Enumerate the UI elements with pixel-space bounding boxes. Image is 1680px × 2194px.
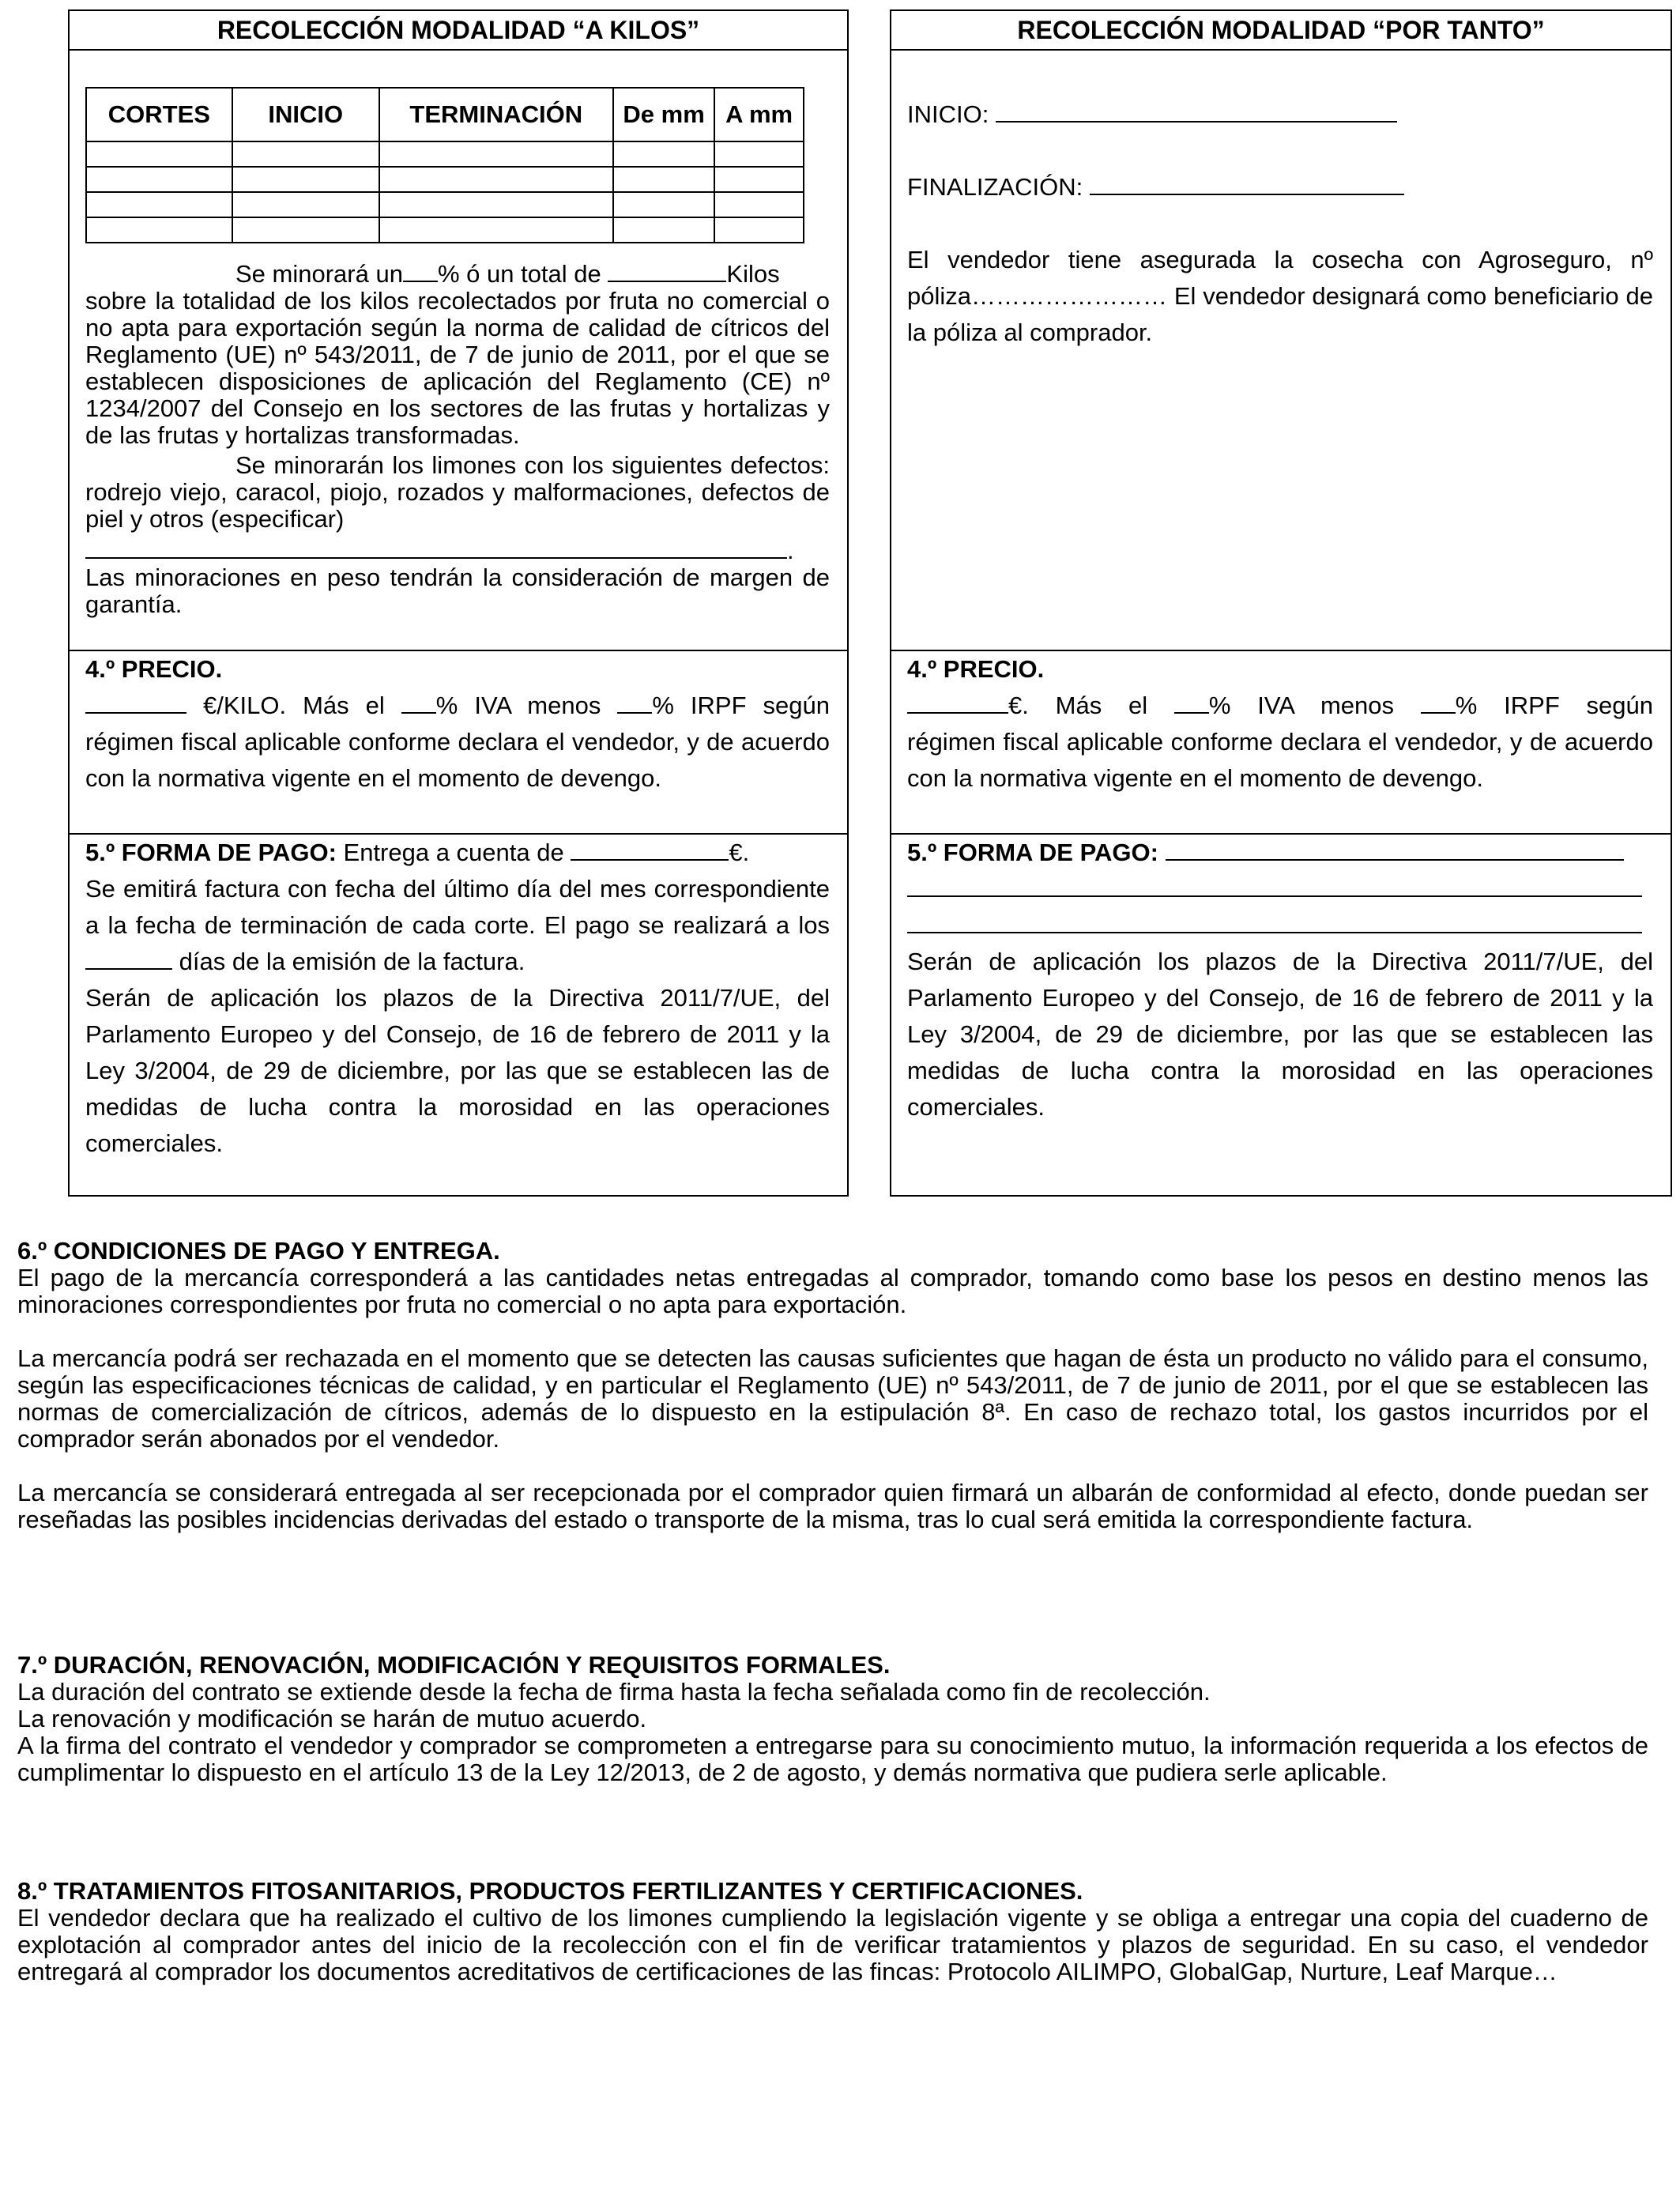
por-tanto-precio-b: % IVA menos xyxy=(1208,692,1395,719)
kilos-irpf-blank[interactable] xyxy=(617,688,652,714)
entrega-cuenta-blank[interactable] xyxy=(571,835,729,861)
por-tanto-pago-section xyxy=(907,835,1653,1125)
cuts-table xyxy=(85,87,804,243)
section-8-title: 8.º TRATAMIENTOS FITOSANITARIOS, PRODUCTOS FERTILIZANTES Y CERTIFICACIONES. xyxy=(17,1877,1083,1905)
kilos-pago-d: días de la emisión de la factura. xyxy=(179,948,525,975)
minoracion-text-a: Se minorará un xyxy=(235,260,403,288)
kilos-price-blank[interactable] xyxy=(85,688,186,714)
section-6-p1: El pago de la mercancía corresponderá a las cantidades netas entregadas al comprador, tomando como base los pesos en destino menos las minoraciones correspondientes por fruta no comercial o no apta para exportación. xyxy=(17,1264,1648,1318)
kilos-modality-box xyxy=(68,9,849,1197)
table-cell[interactable] xyxy=(613,217,714,243)
finalizacion-line xyxy=(907,169,1404,205)
section-7 xyxy=(17,1652,1648,1786)
section-8 xyxy=(17,1878,1648,1985)
col-de-mm-label: De mm xyxy=(623,100,705,128)
section-6-p3: La mercancía se considerará entregada al ser recepcionada por el comprador quien firmará un albarán de conformidad al efecto, donde puedan ser reseñadas las posibles incidencias derivadas del estado o transporte de la misma, tras lo cual será emitida la correspondiente factura. xyxy=(17,1479,1648,1533)
table-cell[interactable] xyxy=(613,192,714,217)
section-8-p1: El vendedor declara que ha realizado el cultivo de los limones cumpliendo la legislación vigente y se obliga a entregar una copia del cuaderno de explotación al comprador antes del inicio de la recolección con el fin de verificar tratamientos y plazos de seguridad. En su caso, el vendedor entregará al comprador los documentos acreditativos de certificaciones de las fincas: Protocolo AILIMPO, GlobalGap, Nurture, Leaf Marque… xyxy=(17,1904,1648,1985)
table-cell[interactable] xyxy=(86,167,232,192)
por-tanto-precio-c: % IRPF según xyxy=(1455,692,1653,719)
kilos-precio-a: €/KILO. Más el xyxy=(203,692,385,719)
table-cell[interactable] xyxy=(86,192,232,217)
kilos-precio-c: % IRPF según xyxy=(652,692,830,719)
minoracion-first-line xyxy=(85,256,830,288)
por-tanto-iva-blank[interactable] xyxy=(1174,688,1209,714)
section-7-p3: A la firma del contrato el vendedor y comprador se comprometen a entregarse para su conocimiento mutuo, la información requerida a los efectos de cumplimentar lo dispuesto en el artículo 13 de la Ley 12/2013, de 2 de agosto, y demás normativa que pudiera serle aplicable. xyxy=(17,1732,1648,1786)
kilos-pago-e: Serán de aplicación los plazos de la Directiva 2011/7/UE, del Parlamento Europeo y del Consejo, de 16 de febrero de 2011 y la Ley 3/2004, de 29 de diciembre, por las que se establecen las de medidas de lucha contra la morosidad en las operaciones comerciales. xyxy=(85,984,830,1157)
defectos-text: Se minorarán los limones con los siguientes defectos: rodrejo viejo, caracol, piojo, rozados y malformaciones, defectos de piel y otros (especificar) xyxy=(85,451,830,533)
minoracion-paragraph xyxy=(85,256,830,618)
table-cell[interactable] xyxy=(86,141,232,167)
percent-blank[interactable] xyxy=(403,256,438,282)
table-cell[interactable] xyxy=(379,192,613,217)
col-cortes: CORTES xyxy=(86,88,232,141)
kilos-precio-rest: régimen fiscal aplicable conforme declara el vendedor, y de acuerdo con la normativa vigente en el momento de devengo. xyxy=(85,728,830,792)
por-tanto-modality-header: RECOLECCIÓN MODALIDAD “POR TANTO” xyxy=(891,11,1671,51)
kilos-precio-title: 4.º PRECIO. xyxy=(85,655,223,683)
defectos-end: . xyxy=(787,537,794,564)
kilos-pago-b: €. xyxy=(729,839,750,866)
table-cell[interactable] xyxy=(232,192,379,217)
inicio-line xyxy=(907,96,1397,133)
por-tanto-precio-line1 xyxy=(907,688,1653,724)
kilos-modality-header: RECOLECCIÓN MODALIDAD “A KILOS” xyxy=(70,11,847,51)
por-tanto-precio-title: 4.º PRECIO. xyxy=(907,655,1045,683)
defectos-paragraph xyxy=(85,452,830,533)
forma-pago-blank-2[interactable] xyxy=(907,871,1642,897)
table-cell[interactable] xyxy=(379,141,613,167)
por-tanto-pago-text: Serán de aplicación los plazos de la Directiva 2011/7/UE, del Parlamento Europeo y del Consejo, de 16 de febrero de 2011 y la Ley 3/2004, de 29 de diciembre, por las que se establecen las medidas de lucha contra la morosidad en las operaciones comerciales. xyxy=(907,948,1653,1121)
dias-blank[interactable] xyxy=(85,944,172,970)
minoracion-text-b: % ó un total de xyxy=(437,260,601,288)
forma-pago-blank-3[interactable] xyxy=(907,907,1642,933)
section-7-p2: La renovación y modificación se harán de mutuo acuerdo. xyxy=(17,1705,647,1732)
kilos-precio-section xyxy=(85,651,830,797)
kilos-pago-section xyxy=(85,835,830,1162)
section-6-p2: La mercancía podrá ser rechazada en el momento que se detecten las causas suficientes que hagan de ésta un producto no válido para el consumo, según las especificaciones técnicas de calidad, y en particular el Reglamento (UE) nº 543/2011, de 7 de junio de 2011, por el que se establecen las normas de comercialización de cítricos, además de lo dispuesto en la estipulación 8ª. En caso de rechazo total, los gastos incurridos por el comprador serán abonados por el vendedor. xyxy=(17,1344,1648,1453)
minoracion-text-c: Kilos xyxy=(726,260,780,288)
seguro-text: El vendedor tiene asegurada la cosecha con Agroseguro, nº póliza…………………… El vendedor designará como beneficiario de la póliza al comprador. xyxy=(907,246,1653,346)
col-inicio: INICIO xyxy=(232,88,379,141)
table-row xyxy=(86,141,804,167)
section-6 xyxy=(17,1238,1648,1533)
por-tanto-price-blank[interactable] xyxy=(907,688,1008,714)
col-de-mm xyxy=(613,88,714,141)
kilos-iva-blank[interactable] xyxy=(401,688,436,714)
table-cell[interactable] xyxy=(613,167,714,192)
section-6-title: 6.º CONDICIONES DE PAGO Y ENTREGA. xyxy=(17,1237,500,1265)
kilos-pago-title: 5.º FORMA DE PAGO: xyxy=(85,839,337,866)
col-a-mm xyxy=(714,88,804,141)
table-cell[interactable] xyxy=(714,141,804,167)
table-row xyxy=(86,217,804,243)
table-row xyxy=(86,192,804,217)
col-terminacion: TERMINACIÓN xyxy=(379,88,613,141)
table-header-row xyxy=(86,88,804,141)
por-tanto-pago-title: 5.º FORMA DE PAGO: xyxy=(907,839,1158,866)
por-tanto-precio-section xyxy=(907,651,1653,797)
por-tanto-precio-a: €. Más el xyxy=(1008,692,1148,719)
table-cell[interactable] xyxy=(714,192,804,217)
finalizacion-label: FINALIZACIÓN: xyxy=(907,173,1083,201)
table-cell[interactable] xyxy=(232,167,379,192)
por-tanto-modality-box xyxy=(890,9,1672,1197)
kilos-blank[interactable] xyxy=(608,256,726,282)
section-7-title: 7.º DURACIÓN, RENOVACIÓN, MODIFICACIÓN Y REQUISITOS FORMALES. xyxy=(17,1651,891,1679)
por-tanto-irpf-blank[interactable] xyxy=(1421,688,1456,714)
finalizacion-blank[interactable] xyxy=(1090,169,1404,195)
minoracion-body: sobre la totalidad de los kilos recolectados por fruta no comercial o no apta para exportación según la norma de calidad de cítricos del Reglamento (UE) nº 543/2011, de 7 de junio de 2011, por el que se establecen disposiciones de aplicación del Reglamento (CE) nº 1234/2007 del Consejo en los sectores de las frutas y hortalizas y de las frutas y hortalizas transformadas. xyxy=(85,287,830,449)
defectos-blank[interactable] xyxy=(85,533,787,559)
table-cell[interactable] xyxy=(613,141,714,167)
table-cell[interactable] xyxy=(86,217,232,243)
por-tanto-precio-rest: régimen fiscal aplicable conforme declara el vendedor, y de acuerdo con la normativa vigente en el momento de devengo. xyxy=(907,728,1653,792)
table-row xyxy=(86,167,804,192)
col-a-mm-label: A mm xyxy=(725,100,793,128)
table-cell[interactable] xyxy=(232,217,379,243)
forma-pago-blank-1[interactable] xyxy=(1166,835,1624,861)
inicio-label: INICIO: xyxy=(907,100,989,128)
garantia-text: Las minoraciones en peso tendrán la consideración de margen de garantía. xyxy=(85,564,830,618)
section-7-p1: La duración del contrato se extiende desde la fecha de firma hasta la fecha señalada como fin de recolección. xyxy=(17,1678,1211,1706)
table-cell[interactable] xyxy=(232,141,379,167)
defectos-blank-line xyxy=(85,533,830,564)
table-cell[interactable] xyxy=(714,167,804,192)
table-cell[interactable] xyxy=(714,217,804,243)
table-cell[interactable] xyxy=(379,167,613,192)
kilos-pago-a: Entrega a cuenta de xyxy=(343,839,564,866)
kilos-pago-c: Se emitirá factura con fecha del último día del mes correspondiente a la fecha de terminación de cada corte. El pago se realizará a los xyxy=(85,875,830,939)
kilos-precio-b: % IVA menos xyxy=(435,692,601,719)
kilos-precio-line1 xyxy=(85,688,830,724)
table-cell[interactable] xyxy=(379,217,613,243)
inicio-blank[interactable] xyxy=(996,96,1397,123)
